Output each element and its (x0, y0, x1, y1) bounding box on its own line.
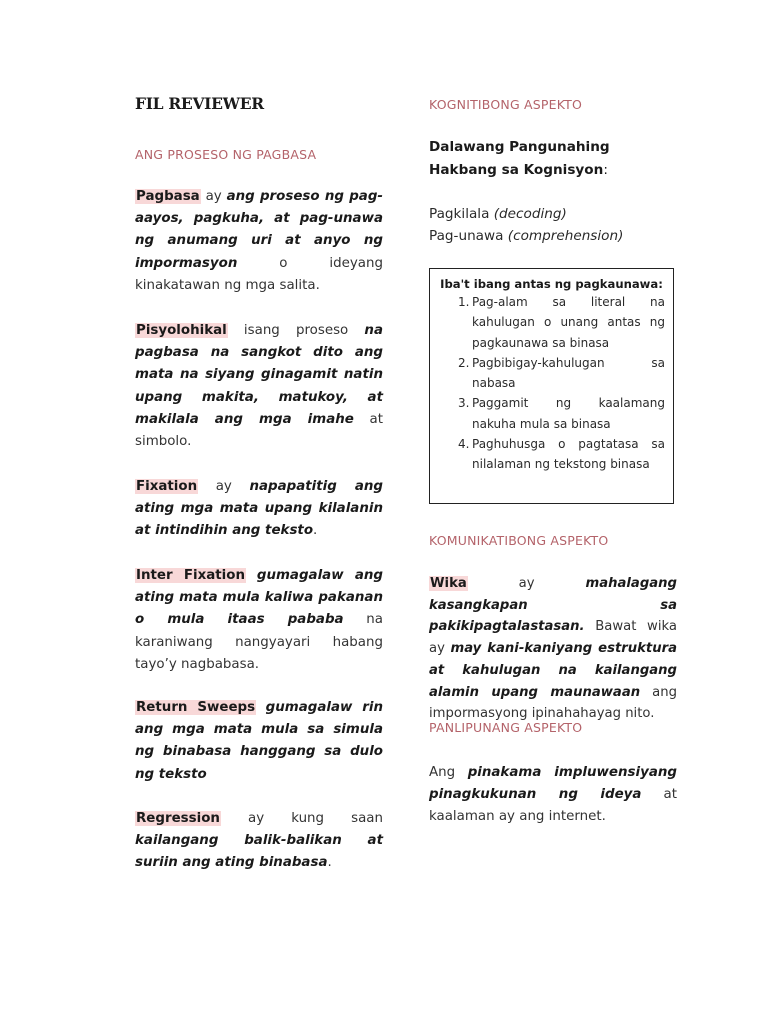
list-item: 1. Pag-alam sa literal na kahulugan o unang antas ng pagkaunawa sa binasa (458, 295, 665, 350)
entry-return-sweeps: Return Sweeps gumagalaw rin ang mga mata mula sa simula ng binabasa hanggang sa dulo ng teksto (135, 700, 383, 782)
section-heading-proseso: ANG PROSESO NG PAGBASA (135, 147, 317, 162)
antas-list (438, 292, 665, 475)
term-highlight: Pisyolohikal (136, 323, 227, 338)
term-highlight: Inter Fixation (136, 568, 245, 583)
section-heading-kognitibo: KOGNITIBONG ASPEKTO (429, 97, 583, 112)
kognitibo-subhead: Dalawang Pangunahing Hakbang sa Kognisyon: (429, 139, 610, 178)
list-item: 2. Pagbibigay-kahulugan sa nabasa (458, 355, 665, 391)
term-highlight: Wika (430, 576, 467, 591)
entry-fixation: Fixation ay napapatitig ang ating mga mata upang kilalanin at intindihin ang teksto. (135, 479, 383, 539)
entry-inter-fixation: Inter Fixation gumagalaw ang ating mata mula kaliwa pakanan o mula itaas pababa na karaniwang nangyayari habang tayo’y nagbabasa. (135, 568, 383, 672)
entry-wika: Wika ay mahalagang kasangkapan sa pakikipagtalastasan. Bawat wika ay may kani-kaniyang estruktura at kahulugan na kailangang alamin upang maunawaan ang impormasyong ipinahahayag nito. (429, 576, 678, 722)
page-title: FIL REVIEWER (135, 94, 264, 113)
entry-pisyolohikal: Pisyolohikal isang proseso na pagbasa na sangkot dito ang mata na siyang ginagamit natin upang makita, matukoy, at makilala ang mga imahe at simbolo. (135, 323, 383, 450)
entry-pagbasa: Pagbasa ay ang proseso ng pag-aayos, pagkuha, at pag-unawa ng anumang uri at anyo ng impormasyon o ideyang kinakatawan ng mga salita. (135, 189, 383, 293)
entry-regression: Regression ay kung saan kailangang balik-balikan at suriin ang ating binabasa. (135, 811, 383, 871)
antas-box (429, 268, 674, 504)
section-heading-komunikatibo: KOMUNIKATIBONG ASPEKTO (429, 533, 609, 548)
kognitibo-steps (429, 203, 623, 247)
step-pagkilala: Pagkilala (decoding) (429, 206, 567, 222)
list-item: 3. Paggamit ng kaalamang nakuha mula sa binasa (458, 396, 665, 431)
step-pag-unawa: Pag-unawa (comprehension) (429, 228, 624, 244)
term-highlight: Pagbasa (136, 189, 200, 204)
antas-box-title: Iba't ibang antas ng pagkaunawa: (440, 277, 663, 291)
entry-internet: Ang pinakama impluwensiyang pinagkukunan ng ideya at kaalaman ay ang internet. (429, 765, 677, 825)
section-heading-panlipunan: PANLIPUNANG ASPEKTO (429, 720, 583, 735)
list-item: 4. Paghuhusga o pagtatasa sa nilalaman ng tekstong binasa (458, 437, 665, 472)
term-highlight: Regression (136, 811, 220, 826)
term-highlight: Return Sweeps (136, 700, 256, 715)
term-highlight: Fixation (136, 479, 198, 494)
